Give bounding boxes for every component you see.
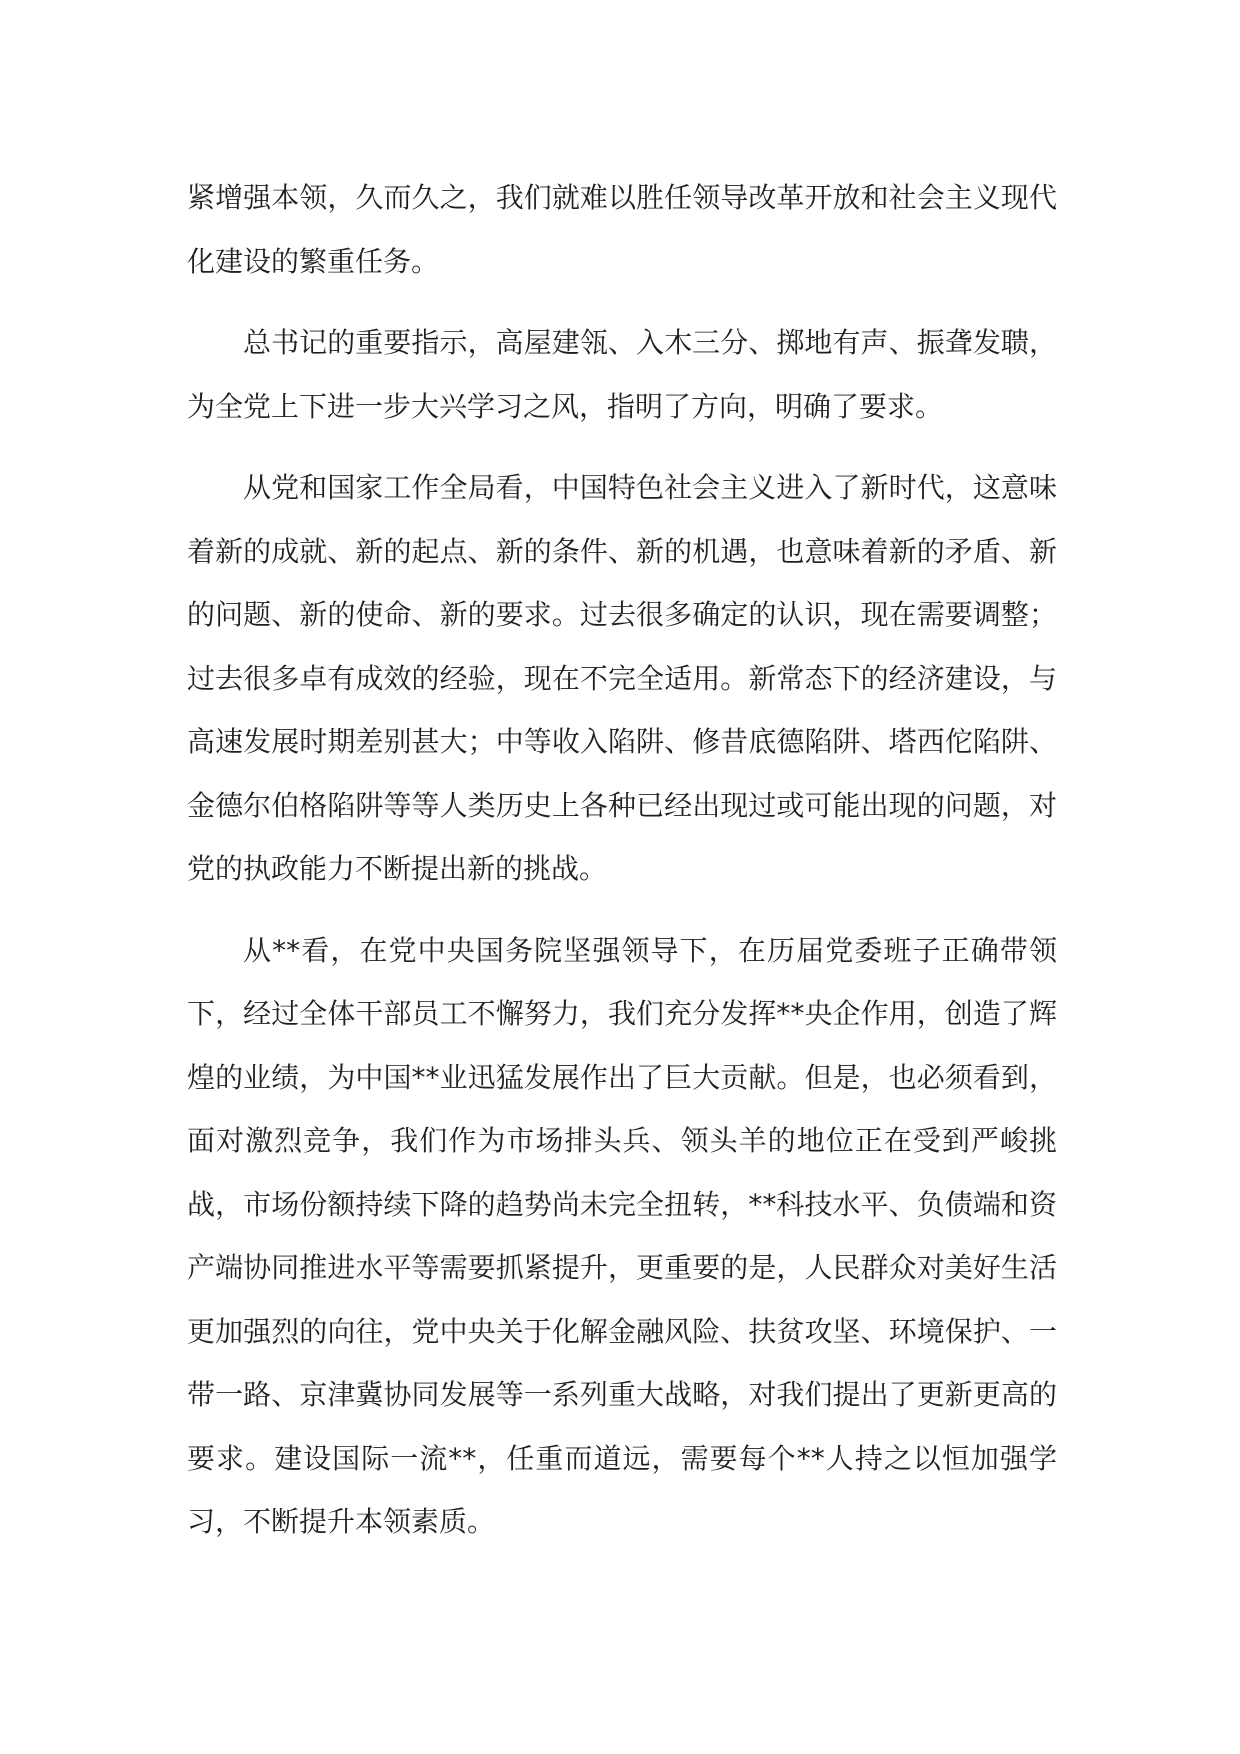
paragraph: 总书记的重要指示，高屋建瓴、入木三分、掷地有声、振聋发聩，为全党上下进一步大兴学习之风，指明了方向，明确了要求。 [187, 326, 1057, 423]
paragraph: 从**看，在党中央国务院坚强领导下，在历届党委班子正确带领下，经过全体干部员工不懈努力，我们充分发挥**央企作用，创造了辉煌的业绩，为中国**业迅猛发展作出了巨大贡献。但是，也必须看到，面对激烈竞争，我们作为市场排头兵、领头羊的地位正在受到严峻挑战，市场份额持续下降的趋势尚未完全扭转，**科技水平、负债端和资产端协同推进水平等需要抓紧提升，更重要的是，人民群众对美好生活更加强烈的向往，党中央关于化解金融风险、扶贫攻坚、环境保护、一带一路、京津冀协同发展等一系列重大战略，对我们提出了更新更高的要求。建设国际一流**，任重而道远，需要每个**人持之以恒加强学习，不断提升本领素质。 [187, 933, 1057, 1538]
paragraph: 从党和国家工作全局看，中国特色社会主义进入了新时代，这意味着新的成就、新的起点、新的条件、新的机遇，也意味着新的矛盾、新的问题、新的使命、新的要求。过去很多确定的认识，现在需要调整；过去很多卓有成效的经验，现在不完全适用。新常态下的经济建设，与高速发展时期差别甚大；中等收入陷阱、修昔底德陷阱、塔西佗陷阱、金德尔伯格陷阱等等人类历史上各种已经出现过或可能出现的问题，对党的执政能力不断提出新的挑战。 [187, 471, 1057, 885]
paragraph-continuation: 紧增强本领，久而久之，我们就难以胜任领导改革开放和社会主义现代化建设的繁重任务。 [187, 181, 1057, 278]
document-body [187, 166, 1057, 1572]
